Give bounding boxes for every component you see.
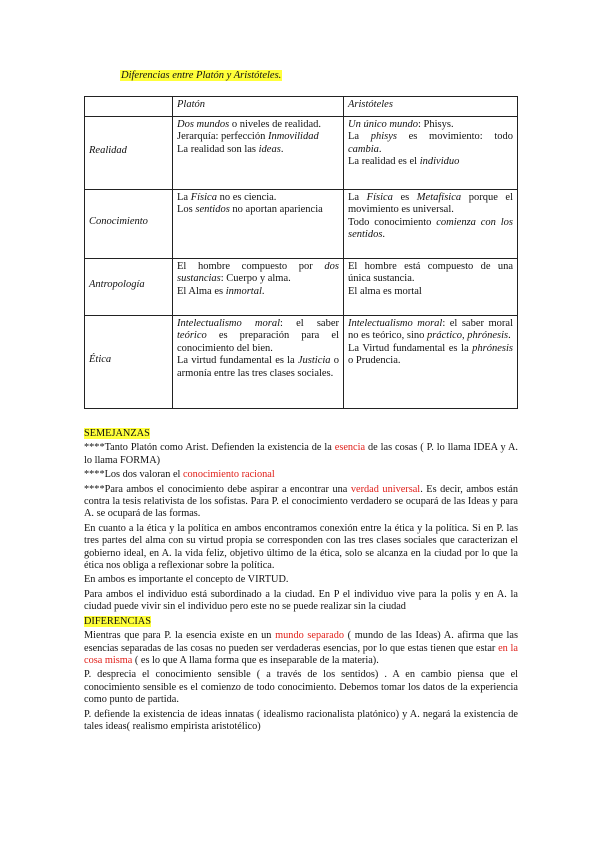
header-aristoteles: Aristóteles [344, 97, 518, 117]
platon-conocimiento-line2 [177, 204, 339, 217]
cell-aristoteles-realidad [344, 116, 518, 189]
text-italic: individuo [419, 156, 460, 167]
aristoteles-antropologia-line1: El hombre está compuesto de una única sustancia. [348, 260, 513, 284]
text: o armonía entre las tres clases sociales. [177, 355, 339, 379]
cell-platon-conocimiento [173, 189, 344, 258]
text: . [280, 143, 284, 155]
text: ****Para ambos el conocimiento debe aspirar a encontrar una [84, 483, 351, 495]
text: no aportan apariencia [229, 204, 323, 215]
document-title: Diferencias entre Platón y Aristóteles. [121, 70, 282, 81]
text: La [348, 131, 371, 142]
text-italic: Intelectualismo moral [177, 317, 280, 329]
text: o Prudencia. [348, 355, 401, 366]
text: . Es decir, ambos están contra la tesis relativista de los sofistas. Para P. el conocimiento verdadero se ocupará de las Ideas y para A. se ocupará de las formas. [84, 483, 518, 520]
cell-aristoteles-conocimiento [344, 189, 518, 258]
text-italic: dos sustancias [177, 260, 339, 284]
semejanzas-paragraph-4: En cuanto a la ética y la política en ambos encontramos conexión entre la ética y la política. Si en P. las tres partes del alma con su virtud propia se corresponden con las tres clases sociales que caracterizan el gobierno ideal, en A. la vida feliz, objetivo último de la ética, solo se alcanza en la ciudad por lo que la ética nos obliga a reflexionar sobre la política. [84, 522, 518, 572]
platon-etica-line1 [177, 318, 339, 356]
text: no es ciencia. [216, 191, 277, 203]
text: Mientras que para P. la esencia existe en un [84, 630, 276, 642]
row-label-antropologia: Antropología [85, 258, 173, 315]
text-italic: sentidos [195, 204, 230, 215]
row-conocimiento [85, 189, 518, 258]
platon-realidad-line2 [177, 131, 339, 144]
semejanzas-paragraph-1 [84, 442, 518, 467]
cell-aristoteles-antropologia [344, 258, 518, 315]
header-platon: Platón [173, 97, 344, 117]
text-red: verdad universal [350, 483, 421, 495]
text: : el saber [280, 317, 339, 329]
text: . [261, 285, 265, 297]
text-italic: Justicia [297, 355, 331, 366]
text-italic: Inmovilidad [267, 131, 319, 142]
text-italic: Física [366, 191, 393, 203]
diferencias-heading: DIFERENCIAS [84, 615, 151, 627]
cell-aristoteles-etica [344, 315, 518, 408]
platon-antropologia-line1 [177, 261, 339, 286]
semejanzas-paragraph-2 [84, 469, 518, 481]
text: de las cosas ( P. lo llama IDEA y A. lo llama FORMA) [84, 442, 518, 466]
text: : Cuerpo y alma. [220, 273, 291, 284]
text: La [177, 191, 191, 203]
text: El Alma es [177, 285, 226, 297]
row-antropologia [85, 258, 518, 315]
aristoteles-etica-line1 [348, 318, 513, 343]
text: La realidad es el [348, 156, 420, 167]
platon-etica-line2 [177, 355, 339, 380]
text: : el saber moral no es teórico, sino [348, 317, 513, 341]
text: ( mundo de las Ideas) A. afirma que las esencias separadas de las cosas no pueden ser verdaderas esencias, por lo que estas tienen que estar [84, 630, 518, 654]
diferencias-paragraph-1 [84, 630, 518, 667]
text: . [382, 229, 386, 240]
row-etica [85, 315, 518, 408]
cell-platon-realidad [173, 116, 344, 189]
notes-body [84, 428, 518, 735]
text: , [462, 330, 468, 341]
text-italic: Intelectualismo moral [348, 317, 443, 329]
row-label-conocimiento: Conocimiento [85, 189, 173, 258]
aristoteles-conocimiento-line2 [348, 217, 513, 242]
platon-realidad-line1 [177, 119, 339, 132]
semejanzas-paragraph-6: Para ambos el individuo está subordinado a la ciudad. En P el individuo vive para la polis y en A. la ciudad puede vivir sin el individuo pero este no se puede realizar sin la ciudad [84, 588, 518, 613]
text-red: conocimiento racional [182, 469, 275, 481]
text: : Phisys. [418, 118, 454, 130]
text-italic: phrónesis [467, 330, 509, 341]
text: es preparación para el conocimiento del bien. [177, 330, 339, 354]
text-red: esencia [334, 442, 366, 454]
row-label-realidad: Realidad [85, 116, 173, 189]
header-empty-cell [85, 97, 173, 117]
aristoteles-conocimiento-line1 [348, 192, 513, 217]
comparison-table [84, 96, 518, 409]
aristoteles-realidad-line1 [348, 119, 513, 132]
text-red: en la cosa misma [84, 642, 518, 666]
text-italic: cambia [348, 143, 379, 155]
diferencias-heading-line [84, 616, 518, 628]
text-italic: teórico [177, 330, 207, 341]
text: La Virtud fundamental es la [348, 342, 473, 354]
text: . [508, 330, 511, 341]
text: es movimiento: todo [396, 131, 514, 142]
text: ****Tanto Platón como Arist. Defienden la existencia de la [84, 442, 335, 454]
semejanzas-paragraph-3 [84, 484, 518, 521]
text-italic: Física [190, 191, 217, 203]
cell-platon-etica [173, 315, 344, 408]
text-italic: Un único mundo [348, 118, 418, 130]
text-italic: Dos mundos [177, 118, 230, 130]
text: El hombre compuesto por [177, 260, 325, 272]
text-italic: phisys [370, 131, 397, 142]
aristoteles-etica-line2 [348, 343, 513, 368]
semejanzas-heading: SEMEJANZAS [84, 428, 150, 439]
text: La [348, 191, 367, 203]
platon-antropologia-line2 [177, 286, 339, 299]
cell-platon-antropologia [173, 258, 344, 315]
semejanzas-paragraph-5: En ambos es importante el concepto de VIRTUD. [84, 574, 289, 586]
platon-conocimiento-line1 [177, 192, 339, 205]
text-red: mundo separado [275, 630, 345, 642]
text-italic: phrónesis [472, 342, 513, 354]
text-italic: práctico [427, 330, 463, 341]
row-realidad [85, 116, 518, 189]
text: Todo conocimiento [348, 216, 437, 228]
text: es [392, 191, 417, 203]
text: Los [177, 204, 196, 215]
text: ( es lo que A llama forma que es inseparable de la materia). [132, 654, 379, 666]
text-italic: ideas [258, 143, 281, 155]
aristoteles-realidad-line2 [348, 131, 513, 156]
text-italic: Metafísica [416, 191, 462, 203]
text-italic: inmortal [225, 285, 262, 297]
text: ****Los dos valoran el [84, 469, 183, 481]
text: porque el movimiento es universal. [348, 191, 513, 215]
text: La realidad son las [177, 143, 259, 155]
text: La virtud fundamental es la [177, 355, 298, 366]
platon-realidad-line3 [177, 144, 339, 157]
aristoteles-antropologia-line2: El alma es mortal [348, 285, 422, 297]
text-italic: comienza con los sentidos [348, 216, 513, 240]
semejanzas-heading-line [84, 428, 518, 440]
diferencias-paragraph-3: P. defiende la existencia de ideas innatas ( idealismo racionalista platónico) y A. negará la existencia de tales ideas( realismo empirista aristotélico) [84, 708, 518, 732]
text: Jerarquía: perfección [177, 131, 268, 142]
table-header-row [85, 97, 518, 117]
text: . [378, 143, 382, 155]
aristoteles-realidad-line3 [348, 156, 513, 169]
row-label-etica: Ética [85, 315, 173, 408]
text: o niveles de realidad. [229, 118, 322, 130]
diferencias-paragraph-2: P. desprecia el conocimiento sensible ( a través de los sentidos) . A en cambio piensa que el conocimiento sensible es el comienzo de todo conocimiento. Debemos tomar los datos de la experiencia como punto de partida. [84, 669, 518, 706]
